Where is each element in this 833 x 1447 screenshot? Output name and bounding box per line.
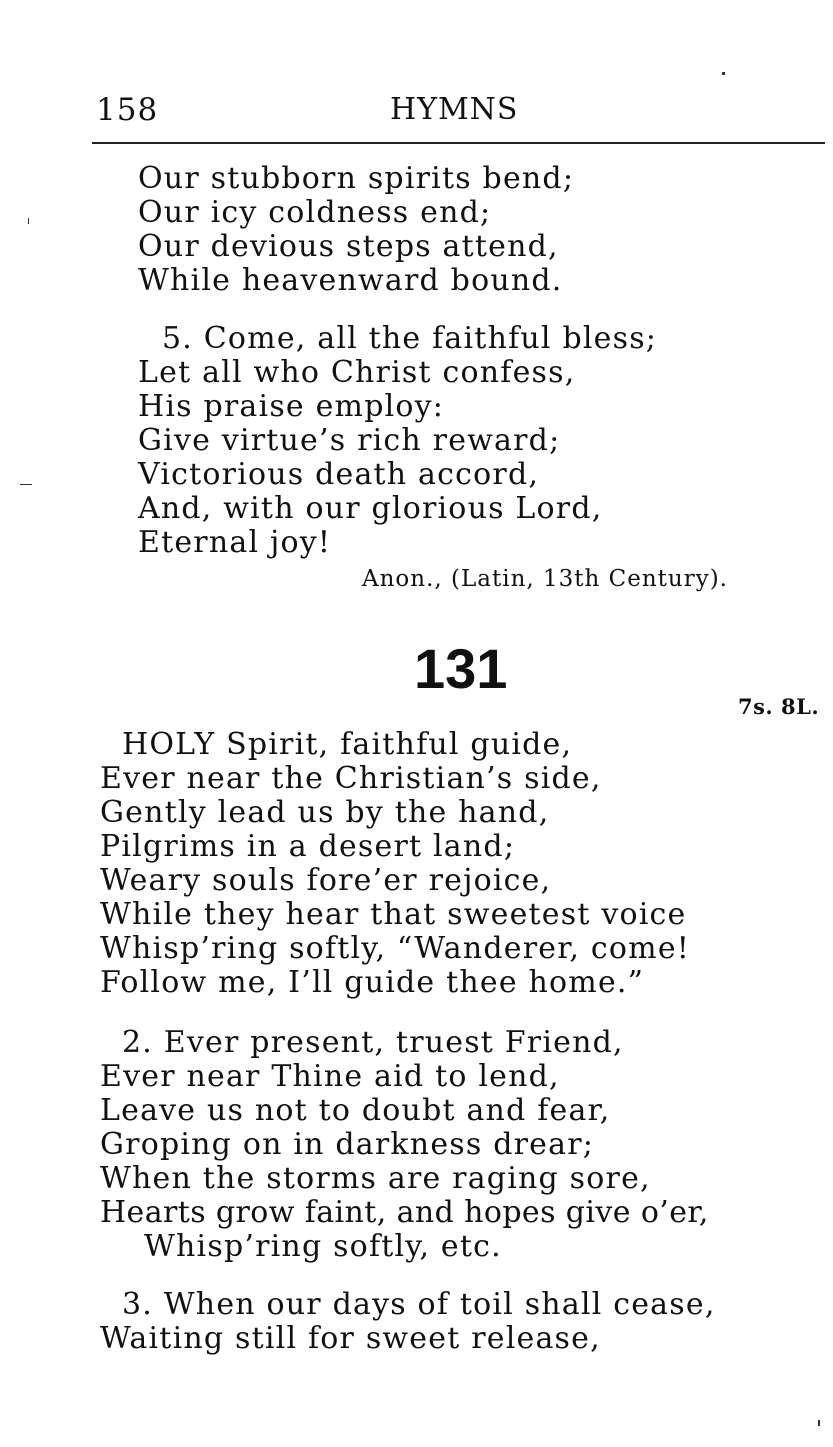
scan-speck [28,218,29,224]
verse-line: Ever near Thine aid to lend, [100,1059,560,1094]
verse-line: When the storms are raging sore, [100,1161,651,1196]
hymn-meter: 7s. 8L. [738,694,820,719]
scan-speck [818,1420,820,1426]
verse-line: Gently lead us by the hand, [100,795,550,830]
verse-line: Our icy coldness end; [138,195,492,230]
stanza-first-line: HOLY Spirit, faithful guide, [122,727,573,762]
verse-line: Let all who Christ confess, [138,355,576,390]
verse-line: Ever near the Christian’s side, [100,761,602,796]
scan-speck [20,484,32,485]
verse-line: And, with our glorious Lord, [138,491,603,526]
stanza-first-line: 3. When our days of toil shall cease, [122,1287,716,1322]
verse-line: Follow me, I’ll guide thee home.” [100,965,645,1000]
scan-speck [722,72,725,75]
hymn-number: 131 [414,637,508,700]
verse-line: Victorious death accord, [138,457,540,492]
stanza-first-line: 5. Come, all the faithful bless; [162,321,658,356]
verse-line: Our devious steps attend, [138,229,559,264]
verse-line: Whisp’ring softly, “Wanderer, come! [100,931,691,966]
verse-line: Give virtue’s rich reward; [138,423,561,458]
verse-line: Weary souls fore’er rejoice, [100,863,552,898]
verse-line: While heavenward bound. [138,263,563,298]
verse-line: Groping on in darkness drear; [100,1127,595,1162]
page-number: 158 [96,92,159,128]
verse-line: Leave us not to doubt and fear, [100,1093,611,1128]
verse-line: Eternal joy! [138,525,332,560]
verse-line: Our stubborn spirits bend; [138,161,575,196]
running-head: HYMNS [390,92,519,127]
stanza-first-line: 2. Ever present, truest Friend, [122,1025,624,1060]
hymn-attribution: Anon., (Latin, 13th Century). [362,566,728,592]
verse-line: While they hear that sweetest voice [100,897,687,932]
refrain-line: Whisp’ring softly, etc. [144,1229,502,1264]
verse-line: His praise employ: [138,389,445,424]
header-rule [92,142,825,144]
verse-line: Pilgrims in a desert land; [100,829,516,864]
verse-line: Hearts grow faint, and hopes give o’er, [100,1195,709,1230]
verse-line: Waiting still for sweet release, [100,1321,601,1356]
